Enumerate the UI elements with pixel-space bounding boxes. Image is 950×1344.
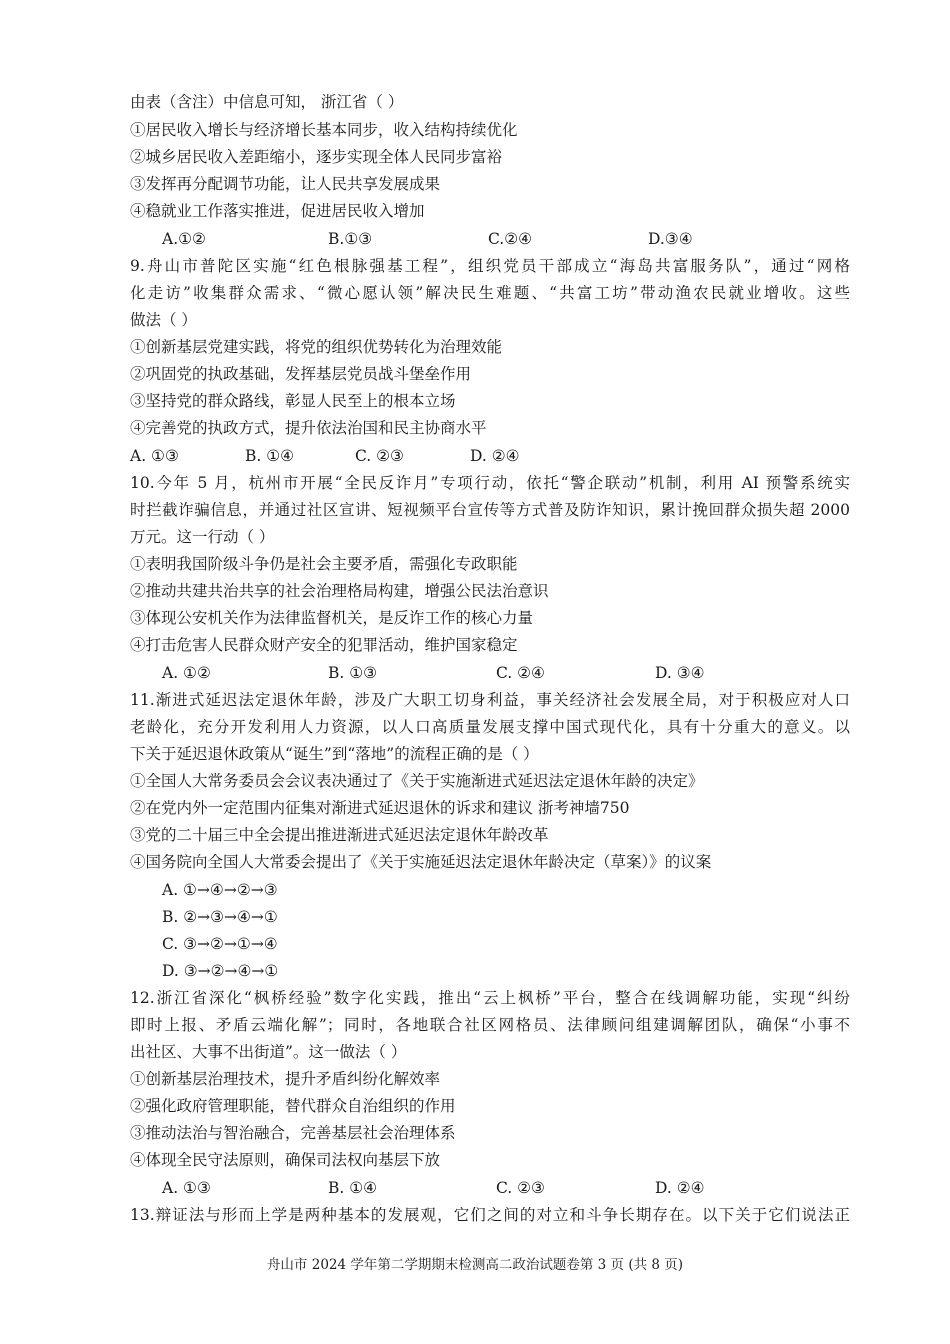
- statement-2: ②城乡居民收入差距缩小，逐步实现全体人民同步富裕: [130, 148, 503, 166]
- option-a: A. ①→④→②→③: [162, 881, 278, 899]
- question-9-stem: 9.舟山市普陀区实施“红色根脉强基工程”，组织党员干部成立“海岛共富服务队”，通过“网格: [130, 257, 850, 275]
- option-a: A. ①③: [130, 447, 179, 465]
- statement-4: ④稳就业工作落实推进，促进居民收入增加: [130, 202, 425, 220]
- option-c: C. ②③: [496, 1179, 545, 1197]
- option-b: B. ①③: [328, 664, 378, 682]
- option-a: A. ①③: [162, 1179, 211, 1197]
- option-b: B.①③: [328, 230, 373, 248]
- question-13-stem: 13.辩证法与形而上学是两种基本的发展观，它们之间的对立和斗争长期存在。以下关于它们说法正: [130, 1206, 850, 1224]
- statement-1: ①创新基层党建实践，将党的组织优势转化为治理效能: [130, 338, 503, 356]
- option-d: D.③④: [648, 230, 693, 248]
- option-b: B. ②→③→④→①: [162, 908, 278, 926]
- option-d: D. ③→②→④→①: [162, 962, 279, 980]
- question-12-stem: 12.浙江省深化“枫桥经验”数字化实践，推出“云上枫桥”平台，整合在线调解功能，实现“纠纷: [130, 989, 850, 1007]
- statement-2: ②推动共建共治共享的社会治理格局构建，增强公民法治意识: [130, 582, 549, 600]
- option-a: A. ①②: [162, 664, 211, 682]
- statement-4: ④国务院向全国人大常委会提出了《关于实施延迟法定退休年龄决定（草案）》的议案: [130, 853, 712, 871]
- question-10-stem: 10.今年 5 月，杭州市开展“全民反诈月”专项行动，依托“警企联动”机制，利用 AI 预警系统实: [130, 474, 850, 492]
- statement-1: ①创新基层治理技术，提升矛盾纠纷化解效率: [130, 1070, 441, 1088]
- question-9-stem: 化走访”收集群众需求、“微心愿认领”解决民生难题、“共富工坊”带动渔农民就业增收。这些: [130, 284, 850, 302]
- question-10-stem: 时拦截诈骗信息，并通过社区宣讲、短视频平台宣传等方式普及防诈知识，累计挽回群众损失超 2000: [130, 501, 850, 519]
- statement-4: ④完善党的执政方式，提升依法治国和民主协商水平: [130, 419, 487, 437]
- option-c: C.②④: [488, 230, 533, 248]
- option-d: D. ②④: [470, 447, 520, 465]
- option-b: B. ①④: [328, 1179, 378, 1197]
- option-c: C. ③→②→①→④: [162, 935, 278, 953]
- statement-4: ④体现全民守法原则，确保司法权向基层下放: [130, 1151, 441, 1169]
- option-d: D. ③④: [655, 664, 705, 682]
- question-stem-line: 由表（含注）中信息可知， 浙江省（ ）: [130, 93, 404, 111]
- statement-2: ②强化政府管理职能，替代群众自治组织的作用: [130, 1097, 456, 1115]
- question-11-stem: 下关于延迟退休政策从“诞生”到“落地”的流程正确的是（ ）: [130, 745, 539, 763]
- statement-1: ①表明我国阶级斗争仍是社会主要矛盾，需强化专政职能: [130, 555, 518, 573]
- page-footer: 舟山市 2024 学年第二学期期末检测高二政治试题卷第 3 页 (共 8 页): [266, 1257, 684, 1273]
- statement-1: ①全国人大常务委员会会议表决通过了《关于实施渐进式延迟法定退休年龄的决定》: [130, 772, 704, 790]
- option-a: A.①②: [162, 230, 206, 248]
- statement-3: ③发挥再分配调节功能，让人民共享发展成果: [130, 175, 441, 193]
- option-b: B. ①④: [245, 447, 295, 465]
- statement-4: ④打击危害人民群众财产安全的犯罪活动，维护国家稳定: [130, 636, 518, 654]
- statement-2: ②在党内外一定范围内征集对渐进式延迟退休的诉求和建议 浙考神墙750: [130, 799, 630, 817]
- option-c: C. ②④: [496, 664, 545, 682]
- statement-3: ③体现公安机关作为法律监督机关，是反诈工作的核心力量: [130, 609, 534, 627]
- statement-2: ②巩固党的执政基础，发挥基层党员战斗堡垒作用: [130, 365, 472, 383]
- question-11-stem: 老龄化，充分开发利用人力资源，以人口高质量发展支撑中国式现代化，具有十分重大的意义。以: [130, 718, 850, 736]
- statement-3: ③党的二十届三中全会提出推进渐进式延迟法定退休年龄改革: [130, 826, 549, 844]
- question-10-stem: 万元。这一行动（ ）: [130, 528, 275, 546]
- statement-1: ①居民收入增长与经济增长基本同步，收入结构持续优化: [130, 121, 518, 139]
- question-12-stem: 即时上报、矛盾云端化解”；同时，各地联合社区网格员、法律顾问组建调解团队，确保“小事不: [130, 1016, 850, 1034]
- option-c: C. ②③: [355, 447, 404, 465]
- question-9-stem: 做法（ ）: [130, 311, 197, 329]
- statement-3: ③坚持党的群众路线，彰显人民至上的根本立场: [130, 392, 456, 410]
- option-d: D. ②④: [655, 1179, 705, 1197]
- question-11-stem: 11.渐进式延迟法定退休年龄，涉及广大职工切身利益，事关经济社会发展全局，对于积极应对人口: [130, 691, 850, 709]
- question-12-stem: 出社区、大事不出街道”。这一做法（ ）: [130, 1043, 407, 1061]
- statement-3: ③推动法治与智治融合，完善基层社会治理体系: [130, 1124, 456, 1142]
